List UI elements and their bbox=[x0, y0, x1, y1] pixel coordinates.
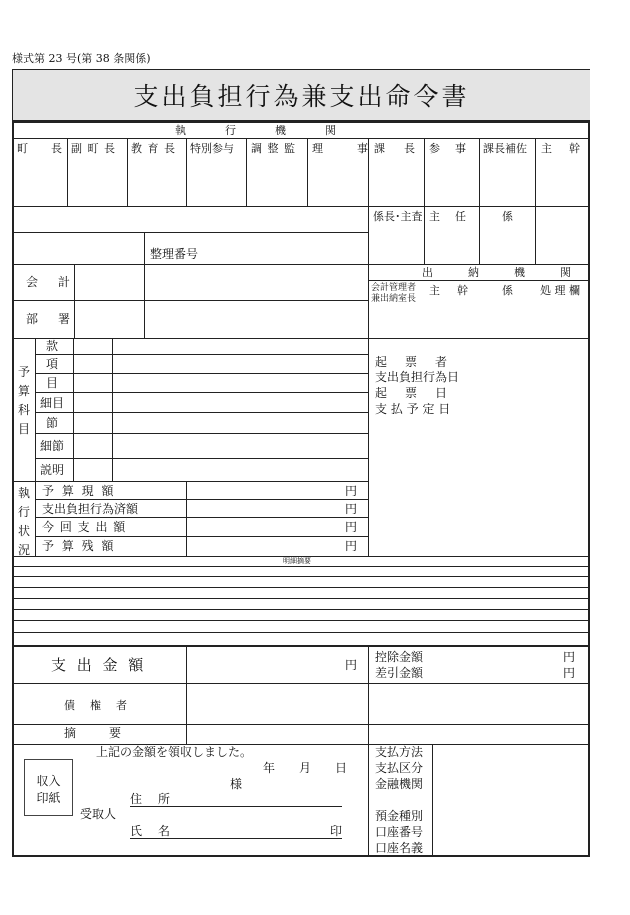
date-drafted: 起 票 日 bbox=[375, 386, 451, 400]
creditor-label: 債 権 者 bbox=[64, 699, 129, 712]
address-label: 住 所 bbox=[130, 792, 173, 806]
exec-unit-1: 円 bbox=[345, 484, 358, 498]
exec-unit-2: 円 bbox=[345, 502, 358, 516]
date-commitment: 支出負担行為日 bbox=[375, 370, 460, 384]
bank-payment-method: 支払方法 bbox=[375, 745, 424, 759]
role-special-advisor: 特別参与 bbox=[190, 142, 234, 155]
department-label: 部 署 bbox=[26, 312, 75, 326]
role-staff: 係 bbox=[502, 210, 513, 223]
receipt-honorific: 様 bbox=[230, 777, 243, 791]
budget-item-saimoku: 細目 bbox=[40, 396, 65, 410]
role-treasury-manager: 主 幹 bbox=[429, 284, 471, 297]
exec-committed: 支出負担行為済額 bbox=[42, 502, 139, 516]
budget-group-label: 予算科目 bbox=[17, 365, 30, 436]
budget-item-moku: 目 bbox=[46, 376, 59, 390]
exec-unit-4: 円 bbox=[345, 539, 358, 553]
budget-item-setsu: 節 bbox=[46, 416, 59, 430]
role-deputy-mayor: 副 町 長 bbox=[71, 142, 116, 155]
stamp-label-2: 印紙 bbox=[36, 791, 61, 805]
receipt-statement: 上記の金額を領収しました。 bbox=[96, 745, 253, 759]
deduction-label: 控除金額 bbox=[375, 650, 424, 664]
role-treasury-head: 兼出納室長 bbox=[371, 294, 417, 304]
revenue-stamp-box bbox=[24, 759, 73, 816]
payment-amount-unit: 円 bbox=[345, 658, 358, 672]
role-superintendent: 教 育 長 bbox=[131, 142, 176, 155]
role-deputy-chief: 課長補佐 bbox=[483, 142, 527, 155]
budget-item-kan: 款 bbox=[46, 339, 59, 353]
summary-label: 摘 要 bbox=[64, 726, 125, 740]
processing-column: 処 理 欄 bbox=[540, 284, 580, 297]
exec-remaining: 予 算 残 額 bbox=[42, 539, 116, 553]
role-mayor: 町 長 bbox=[17, 142, 68, 155]
role-assistant: 主 任 bbox=[429, 210, 468, 223]
bank-deposit-type: 預金種別 bbox=[375, 809, 424, 823]
details-label: 明細摘要 bbox=[283, 557, 311, 565]
title-band bbox=[13, 70, 590, 122]
role-manager: 主 幹 bbox=[541, 142, 583, 155]
executive-header: 執 行 機 関 bbox=[175, 124, 350, 137]
ref-number-label: 整理番号 bbox=[150, 247, 199, 261]
accounting-label: 会 計 bbox=[26, 275, 75, 289]
receipt-date: 年 月 日 bbox=[263, 761, 348, 775]
budget-item-kou: 項 bbox=[46, 357, 59, 371]
bank-institution: 金融機関 bbox=[375, 777, 424, 791]
treasury-header: 出 納 機 関 bbox=[422, 266, 583, 279]
role-counselor: 参 事 bbox=[429, 142, 468, 155]
form-number: 様式第 23 号(第 38 条関係) bbox=[12, 52, 151, 65]
name-label: 氏 名 bbox=[130, 824, 173, 838]
exec-this-payment: 今 回 支 出 額 bbox=[42, 520, 127, 534]
bank-account-name: 口座名義 bbox=[375, 841, 424, 855]
exec-budget-current: 予 算 現 額 bbox=[42, 484, 116, 498]
budget-item-saisetsu: 細節 bbox=[40, 439, 65, 453]
execution-group-label: 執行状況 bbox=[17, 486, 30, 557]
role-accountant: 会計管理者 bbox=[371, 283, 417, 293]
role-treasury-staff: 係 bbox=[502, 284, 513, 297]
date-scheduled-payment: 支 払 予 定 日 bbox=[375, 402, 451, 416]
role-director: 理 事 bbox=[312, 142, 372, 155]
bank-account-number: 口座番号 bbox=[375, 825, 424, 839]
net-unit: 円 bbox=[563, 666, 576, 680]
deduction-unit: 円 bbox=[563, 650, 576, 664]
role-coordinator: 調 整 監 bbox=[251, 142, 296, 155]
seal-mark: 印 bbox=[330, 824, 343, 838]
role-section-chief: 課 長 bbox=[374, 142, 419, 155]
budget-item-description: 説明 bbox=[40, 463, 65, 477]
receiver-label: 受取人 bbox=[80, 807, 117, 821]
date-drafter: 起 票 者 bbox=[375, 355, 451, 369]
exec-unit-3: 円 bbox=[345, 520, 358, 534]
payment-amount-label: 支 出 金 額 bbox=[51, 656, 147, 674]
role-chief-staff: 係長･主査 bbox=[373, 210, 423, 223]
stamp-label-1: 収入 bbox=[36, 774, 61, 788]
bank-payment-type: 支払区分 bbox=[375, 761, 424, 775]
net-label: 差引金額 bbox=[375, 666, 424, 680]
form-title: 支出負担行為兼支出命令書 bbox=[133, 82, 470, 111]
